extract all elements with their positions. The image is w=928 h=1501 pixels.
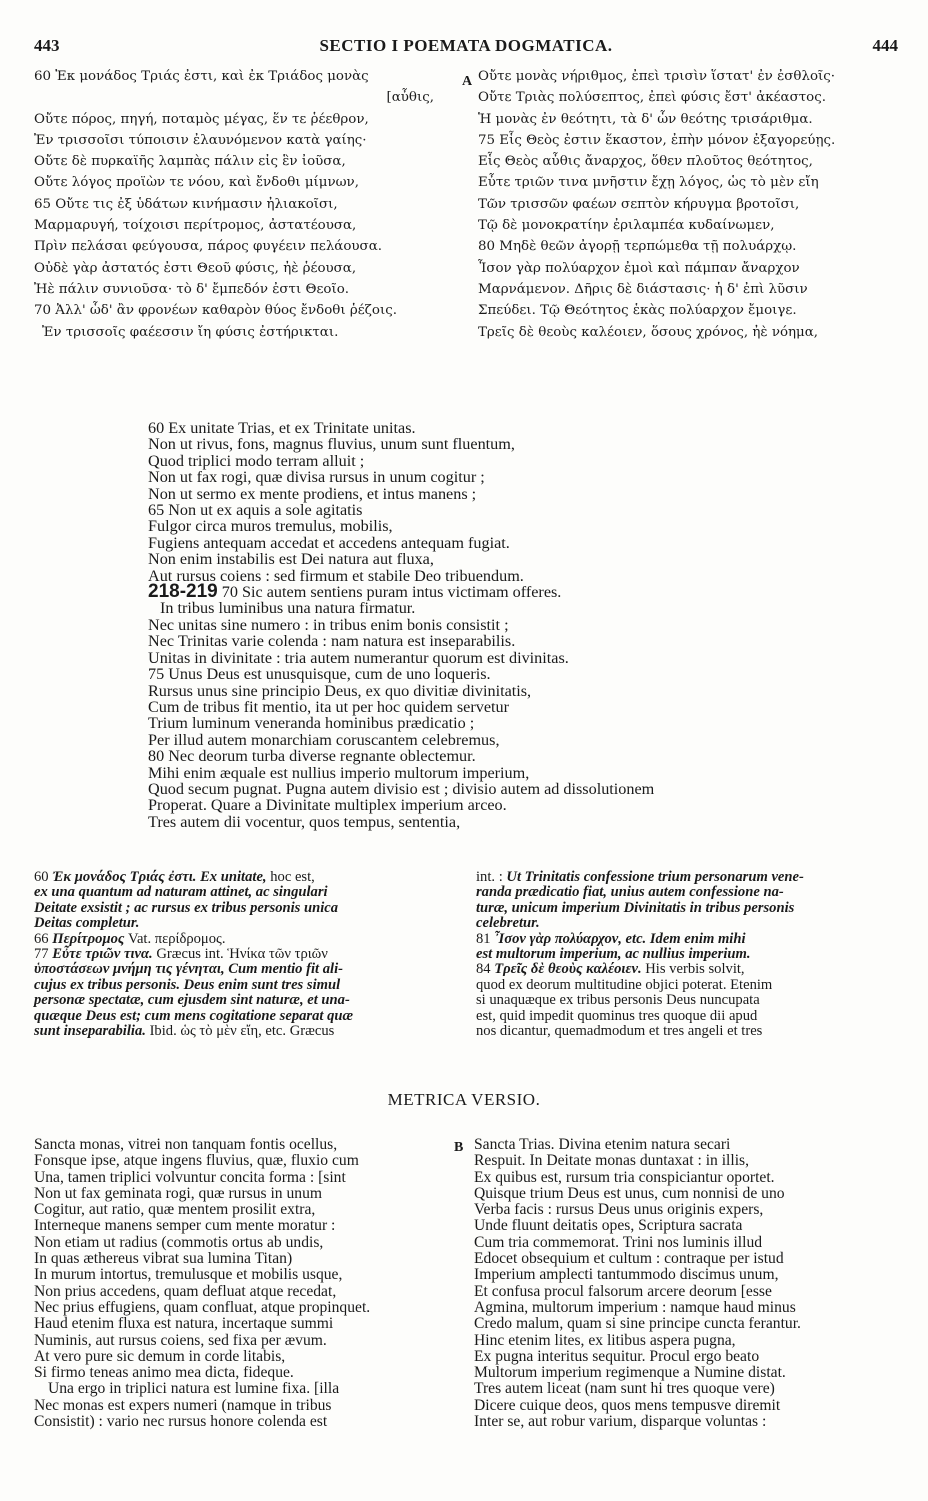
metrica-verse-line: Imperium amplecti tantummodo discimus unum, [474,1266,779,1284]
footnote-line [34,947,464,962]
latin-verse-line: Cum de tribus fit mentio, ita ut per hoc quidem servetur [148,697,509,716]
page-number-right: 444 [872,36,898,55]
greek-verse-line: Οὔτε μονὰς νήριθμος, ἐπεὶ τρισὶν ἵστατ' ἐν ἐσθλοῖς· [478,69,836,84]
metrica-verse-line: Una ergo in triplici natura est lumine fixa. [illa [48,1380,340,1398]
footnote-rest: Ibid. ὡς τὸ μὲν εἴη, etc. Græcus [145,1023,335,1040]
latin-verse-line: Mihi enim æquale est nullius imperio multorum imperium, [148,763,530,782]
latin-verse-line: Non ut sermo ex mente prodiens, et intus manens ; [148,484,477,503]
footnote-line [34,993,464,1008]
latin-verse-text: 70 Sic autem sentiens puram intus victimam offeres. [221,583,562,602]
running-header [34,36,898,58]
footnote-it: celebretur. [476,915,540,932]
metrica-verse-line: Et confusa procul falsorum arcere deorum [esse [474,1282,772,1300]
footnote-rest: Græcus int. Ἡνίκα τῶν τριῶν [152,946,328,963]
greek-verse-line: Οὔτε Τριὰς πολύσεπτος, ἐπεὶ φύσις ἔστ' ἀκέαστος. [478,90,826,106]
metrica-verse-line: Dicere cuique deos, quos mens tempusve diremit [474,1396,781,1414]
metrica-verse-line: Non etiam ut radius (commotis ortus ab undis, [34,1233,324,1251]
footnote-it: Ut Trinitatis confessione trium personarum vene- [506,869,804,885]
footnote-it: Περίτρομος [52,930,125,947]
footnote-line [476,916,898,931]
latin-verse-line: 75 Unus Deus est unusquisque, cum de uno loqueris. [148,665,491,684]
footnote-line [476,1024,898,1039]
column-marker-b: B [454,1140,464,1155]
footnote-rest: nos dicantur, quemadmodum et tres angeli et tres [476,1023,763,1040]
metrica-verse-line: Inter se, aut robur varium, disparque voluntas : [474,1413,767,1431]
latin-verse-line: 65 Non ut ex aquis a sole agitatis [148,501,363,520]
footnote-line [34,901,464,916]
metrica-verse-line: Quisque trium Deus est unus, cum nonnisi de uno [474,1184,785,1202]
metrica-verse-line: Verba facis : rursus Deus unus originis expers, [474,1201,764,1219]
verse-right [474,1137,898,1430]
verse-left [34,1137,464,1430]
footnote-it: ex una quantum ad naturam attinet, ac singulari [34,884,328,901]
notes-left [34,870,464,1039]
footnote-it: cujus ex tribus personis. Deus enim sunt tres simul [34,976,341,993]
metrica-verse-line: Interneque manens semper cum mente moratur : [34,1217,336,1235]
footnote-line [34,962,464,977]
footnote-it: sunt inseparabilia. [34,1023,146,1040]
footnote-lead: 60 [34,869,53,885]
footnote-it: Τρεῖς δὲ θεοὺς καλέοιεν. [494,961,642,978]
metrica-verse-line: Cum tria commemorat. Trini nos luminis illud [474,1233,763,1251]
greek-verse-line: Οὔτε λόγος προϊὼν τε νόου, καὶ ἔνδοθι μίμνων, [34,175,359,191]
latin-verse-line: Aut rursus coiens : sed firmum et stabile Deo tribuendum. [148,566,524,585]
footnote-lead: 66 [34,930,53,947]
footnote-it: Deitas completur. [34,915,140,932]
greek-verse-line: Εἷς Θεὸς αὖθις ἄναρχος, ὅθεν πλοῦτος θεότητος, [478,154,813,170]
greek-verse-line: Τῷ δὲ μονοκρατίην ἐριλαμπέα κυδαίνωμεν, [478,218,775,234]
footnote-rest: hoc est, [266,869,315,885]
footnote-line [34,885,464,900]
footnote-it: quæque Deus est; cum mens cogitatione separat quæ [34,1007,354,1024]
footnote-line [476,978,898,993]
footnote-line [34,978,464,993]
page-number-left: 443 [34,36,60,55]
greek-verse-line: Εὖτε τριῶν τινα μνῆστιν ἔχῃ λόγος, ὡς τὸ μὲν εἴη [478,175,819,191]
footnote-line [34,932,464,947]
latin-verse-line: Nec unitas sine numero : in tribus enim bonis consistit ; [148,615,509,634]
footnote-rest: His verbis solvit, [641,961,745,978]
greek-verse-line: [αὖθις, [386,90,434,106]
metrica-verse-line: Multorum imperium regimenque a Numine distat. [474,1364,786,1382]
footnote-line [34,916,464,931]
footnote-lead: 77 [34,946,53,963]
footnote-it: Ἐκ μονάδος Τριάς ἐστι. Ex unitate, [52,869,267,885]
greek-verse-line: Οὔτε δὲ πυρκαϊῆς λαμπὰς πάλιν εἰς ἓν ἰοῦσα, [34,154,346,170]
metrica-verse-line: Credo malum, quam si sine principe cuncta ferantur. [474,1315,801,1333]
metrica-verse-line: Non ut fax geminata rogi, quæ rursus in unum [34,1184,323,1202]
greek-verse-line: Τρεῖς δὲ θεοὺς καλέοιεν, ὅσους χρόνος, ἠὲ νόημα, [478,324,819,340]
footnote-line [476,901,898,916]
greek-verse-line: Ἡ μονὰς ἐν θεότητι, τὰ δ' ὧν θεότης τρισάριθμα. [478,111,813,127]
metrica-verse-line: In quas æthereus vibrat sua lumina Titan) [34,1250,293,1268]
latin-verse-line: In tribus luminibus una natura firmatur. [160,599,416,618]
footnote-lead: 84 [476,961,495,978]
greek-verse-line: Μαρμαρυγή, τοίχοισι περίτρομος, ἀστατέουσα, [34,218,357,234]
greek-verse-line: Ἐν τρισσοῖσι τύποισιν ἐλαυνόμενον κατὰ γαίης· [34,132,367,148]
metrica-verse-line: Respuit. In Deitate monas duntaxat : in illis, [474,1152,750,1170]
footnote-it: randa prædicatio fiat, unius autem confessione na- [476,884,784,901]
footnote-it: est multorum imperium, ac nullius imperium. [476,946,751,963]
greek-verse-line: 80 Μηδὲ θεῶν ἀγορῇ τερπώμεθα τῇ πολυάρχῳ. [478,239,797,255]
greek-verse-line: Τῶν τρισσῶν φαέων σεπτὸν κήρυγμα βροτοῖσι, [478,196,800,212]
latin-verse-line: Fugiens antequam accedat et accedens antequam fugiat. [148,533,510,552]
footnote-rest: si unaquæque ex tribus personis Deus nuncupata [476,992,760,1009]
greek-text-right [478,66,898,343]
footnote-line [476,1009,898,1024]
metrica-verse-line: Tres autem liceat (nam sunt hi tres quoque vere) [474,1380,775,1398]
latin-verse-line: Unitas in divinitate : tria autem numerantur quorum est divinitas. [148,648,569,667]
footnote-rest: Vat. περίδρομος. [124,930,226,947]
footnote-lead: 81 [476,930,495,947]
footnote-it: Deitate exsistit ; ac rursus ex tribus personis unica [34,899,339,916]
latin-translation [148,420,828,830]
latin-verse-line: Tres autem dii vocentur, quos tempus, sententia, [148,812,461,831]
greek-verse-line: Ἶσον γὰρ πολύαρχον ἐμοὶ καὶ πάμπαν ἄναρχον [478,260,800,276]
metrica-verse-line: Numinis, aut rursus coiens, sed fixa per ævum. [34,1331,327,1349]
greek-verse-line: Πρὶν πελάσαι φεύγουσα, πάρος φυγέειν πελάουσα. [34,239,382,255]
metrica-verse-line: Hinc etenim lites, ex litibus aspera pugna, [474,1331,736,1349]
latin-verse-line: Trium luminum veneranda hominibus prædicatio ; [148,714,475,733]
latin-verse-line: Non ut rivus, fons, magnus fluvius, unum sunt fluentum, [148,435,515,454]
metrica-verse-line: Fonsque ipse, atque ingens fluvius, quæ, fluxio cum [34,1152,359,1170]
metrica-verse-line: Una, tamen triplici volvuntur concita forma : [sint [34,1168,346,1186]
footnote-rest: est, quid impedit quominus tres quoque dii apud [476,1007,758,1024]
latin-verse-line: Quod triplici modo terram alluit ; [148,451,365,470]
latin-verse-line: Per illud autem monarchiam coruscantem celebremus, [148,730,500,749]
footnote-it: turæ, unicum imperium Divinitatis in tribus personis [476,899,795,916]
footnote-it: Εὖτε τριῶν τινα. [52,946,153,963]
greek-verse-line: Μαρνάμενον. Δῆρις δὲ διάστασις· ἡ δ' ἐπὶ λῦσιν [478,281,808,297]
greek-verse-line: 65 Οὔτε τις ἐξ ὑδάτων κινήμασιν ἠλιακοῖσι, [34,196,338,212]
metrica-verse-line: Agmina, multorum imperium : namque haud minus [474,1298,796,1316]
footnote-line [476,993,898,1008]
latin-verse-line: Nec Trinitas varie colenda : nam natura est inseparabilis. [148,632,516,651]
column-marker-a: A [462,74,473,89]
footnote-line [476,885,898,900]
metrica-verse-line: Unde fluunt deitatis opes, Scriptura sacrata [474,1217,743,1235]
greek-verse-line: 60 Ἐκ μονάδος Τριάς ἐστι, καὶ ἐκ Τριάδος μονὰς [34,69,369,84]
footnote-line [476,947,898,962]
footnote-line [476,932,898,947]
footnote-line [476,870,898,885]
latin-verse-line: Quod secum pugnat. Pugna autem divisio est ; divisio autem ad dissolutionem [148,779,655,798]
footnote-it: ὑποστάσεων μνήμη τις γένηται, Cum mentio fit ali- [34,961,343,978]
greek-verse-line: Σπεύδει. Τῷ Θεότητος ἑκὰς πολύαρχον ἔμοιγε. [478,303,797,319]
running-title: SECTIO I POEMATA DOGMATICA. [319,36,613,55]
footnote-rest: quod ex deorum multitudine objici poterat. Etenim [476,976,773,993]
footnote-it: personæ spectatæ, cum ejusdem sint naturæ, et una- [34,992,350,1009]
latin-verse-line: Non enim instabilis est Dei natura aut fluxa, [148,550,434,569]
latin-verse-line: Properat. Quare a Divinitate multiplex imperium arceo. [148,796,507,815]
latin-verse-line: 60 Ex unitate Trias, et ex Trinitate unitas. [148,419,416,437]
footnote-lead: int. : [476,869,507,885]
greek-verse-line: Ἐν τρισσοῖς φαέεσσιν ἴη φύσις ἐστήρικται. [42,324,339,340]
footnote-line [476,962,898,977]
metrica-verse-line: Edocet obsequium et cultum : contraque per istud [474,1250,784,1268]
latin-verse-line: Fulgor circa muros tremulus, mobilis, [148,517,393,536]
footnote-it: Ἶσον γὰρ πολύαρχον, etc. Idem enim mihi [494,930,746,947]
metrica-verse-line: In murum intortus, tremulusque et mobilis usque, [34,1266,343,1284]
latin-verse-line [148,581,828,603]
latin-verse-line: Rursus unus sine principio Deus, ex quo divitiæ divinitatis, [148,681,532,700]
metrica-verse-line: Nec prius effugiens, quam confluat, atque propinquet. [34,1298,371,1316]
metrica-verse-line: Nec monas est expers numeri (namque in tribus [34,1396,332,1414]
metrica-verse-line: Haud etenim fluxa est natura, incertaque summi [34,1315,334,1333]
greek-verse-line: Οὐδὲ γὰρ ἀστατός ἐστι Θεοῦ φύσις, ἠὲ ῥέουσα, [34,260,357,276]
greek-verse-line: 75 Εἷς Θεὸς ἐστιν ἕκαστον, ἐπὴν μόνον ἐξαγορεύῃς. [478,132,836,148]
greek-text-left [34,66,464,343]
latin-verse-line: 80 Nec deorum turba diverse regnante oblectemur. [148,747,476,766]
metrica-verse-line: Consistit) : vario nec rursus honore colenda est [34,1413,328,1431]
metrica-verse-line: At vero pure sic demum in corde litabis, [34,1347,286,1365]
greek-verse-line: Οὔτε πόρος, πηγή, ποταμὸς μέγας, ἕν τε ῥέεθρον, [34,111,369,127]
footnote-line [34,1009,464,1024]
metrica-versio-title: METRICA VERSIO. [387,1090,541,1109]
metrica-verse-line: Sancta monas, vitrei non tanquam fontis ocellus, [34,1136,338,1153]
metrica-verse-line: Non prius accedens, quam defluat atque recedat, [34,1282,337,1300]
metrica-verse-line: Si firmo teneas animo mea dicta, fideque. [34,1364,294,1382]
footnote-line [34,1024,464,1039]
greek-verse-line: 70 Ἀλλ' ὧδ' ἂν φρονέων καθαρὸν θύος ἔνδοθι ῥέζοις. [34,303,397,319]
metrica-verse-line: Cogitur, aut ratio, quæ mentem prosilit extra, [34,1201,316,1219]
footnote-line [34,870,464,885]
column-number: 218-219 [148,581,218,603]
metrica-verse-line: Ex pugna interitus sequitur. Procul ergo beato [474,1347,760,1365]
greek-verse-line: Ἠὲ πάλιν συνιοῦσα· τὸ δ' ἔμπεδόν ἐστι Θεοῖο. [34,281,350,297]
metrica-verse-line: Sancta Trias. Divina etenim natura secari [474,1136,731,1153]
latin-verse-line: Non ut fax rogi, quæ divisa rursus in unum cogitur ; [148,468,485,487]
metrica-verse-line: Ex quibus est, rursum tria conspiciantur oportet. [474,1168,775,1186]
notes-right [476,870,898,1039]
